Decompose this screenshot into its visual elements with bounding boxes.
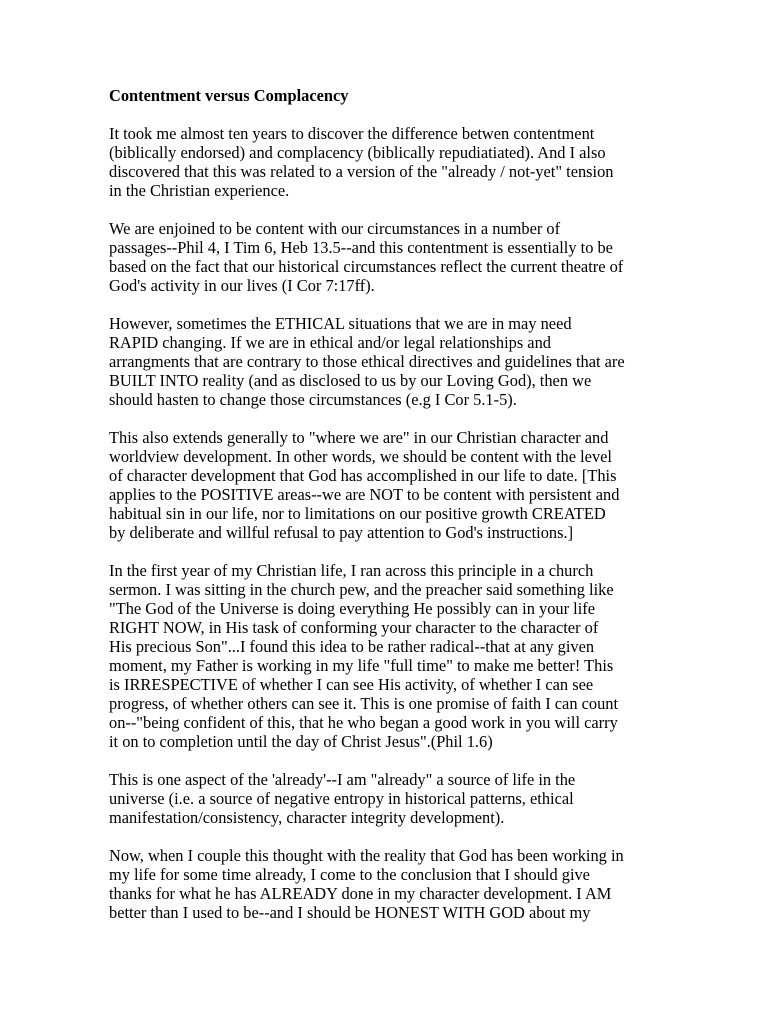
text-line: moment, my Father is working in my life "full time" to make me better! This — [109, 656, 614, 675]
text-line: "The God of the Universe is doing everything He possibly can in your life — [109, 599, 596, 618]
text-line: God's activity in our lives (I Cor 7:17ff). — [109, 276, 375, 295]
text-line: my life for some time already, I come to the conclusion that I should give — [109, 865, 590, 884]
text-line: it on to completion until the day of Christ Jesus".(Phil 1.6) — [109, 732, 493, 751]
text-line: His precious Son"...I found this idea to be rather radical--that at any given — [109, 637, 595, 656]
paragraph — [109, 770, 669, 827]
text-line: RIGHT NOW, in His task of conforming your character to the character of — [109, 618, 599, 637]
paragraph — [109, 428, 669, 542]
text-line: manifestation/consistency, character integrity development). — [109, 808, 505, 827]
text-line: In the first year of my Christian life, I ran across this principle in a church — [109, 561, 594, 580]
document-title: Contentment versus Complacency — [109, 86, 349, 105]
text-line: on--"being confident of this, that he who began a good work in you will carry — [109, 713, 618, 732]
text-line: passages--Phil 4, I Tim 6, Heb 13.5--and this contentment is essentially to be — [109, 238, 613, 257]
text-line: It took me almost ten years to discover the difference betwen contentment — [109, 124, 595, 143]
text-line: However, sometimes the ETHICAL situations that we are in may need — [109, 314, 572, 333]
text-line: arrangments that are contrary to those ethical directives and guidelines that are — [109, 352, 625, 371]
paragraph — [109, 561, 669, 751]
paragraph — [109, 124, 669, 200]
text-line: of character development that God has accomplished in our life to date. [This — [109, 466, 617, 485]
text-line: (biblically endorsed) and complacency (biblically repudiatiated). And I also — [109, 143, 606, 162]
paragraph-container — [109, 124, 669, 922]
text-line: in the Christian experience. — [109, 181, 290, 200]
text-line: This also extends generally to "where we are" in our Christian character and — [109, 428, 609, 447]
text-line: discovered that this was related to a version of the "already / not-yet" tension — [109, 162, 614, 181]
paragraph — [109, 314, 669, 409]
document-body — [109, 86, 669, 941]
paragraph — [109, 219, 669, 295]
text-line: Now, when I couple this thought with the reality that God has been working in — [109, 846, 624, 865]
text-line: BUILT INTO reality (and as disclosed to us by our Loving God), then we — [109, 371, 592, 390]
text-line: by deliberate and willful refusal to pay attention to God's instructions.] — [109, 523, 574, 542]
text-line: RAPID changing. If we are in ethical and/or legal relationships and — [109, 333, 551, 352]
text-line: habitual sin in our life, nor to limitations on our positive growth CREATED — [109, 504, 606, 523]
text-line: progress, of whether others can see it. This is one promise of faith I can count — [109, 694, 619, 713]
text-line: is IRRESPECTIVE of whether I can see His activity, of whether I can see — [109, 675, 594, 694]
text-line: should hasten to change those circumstances (e.g I Cor 5.1-5). — [109, 390, 517, 409]
text-line: universe (i.e. a source of negative entropy in historical patterns, ethical — [109, 789, 574, 808]
text-line: sermon. I was sitting in the church pew, and the preacher said something like — [109, 580, 614, 599]
text-line: based on the fact that our historical circumstances reflect the current theatre of — [109, 257, 624, 276]
text-line: thanks for what he has ALREADY done in my character development. I AM — [109, 884, 612, 903]
text-line: We are enjoined to be content with our circumstances in a number of — [109, 219, 561, 238]
paragraph — [109, 846, 669, 922]
text-line: applies to the POSITIVE areas--we are NOT to be content with persistent and — [109, 485, 620, 504]
text-line: worldview development. In other words, we should be content with the level — [109, 447, 612, 466]
text-line: better than I used to be--and I should be HONEST WITH GOD about my — [109, 903, 591, 922]
text-line: This is one aspect of the 'already'--I am "already" a source of life in the — [109, 770, 576, 789]
